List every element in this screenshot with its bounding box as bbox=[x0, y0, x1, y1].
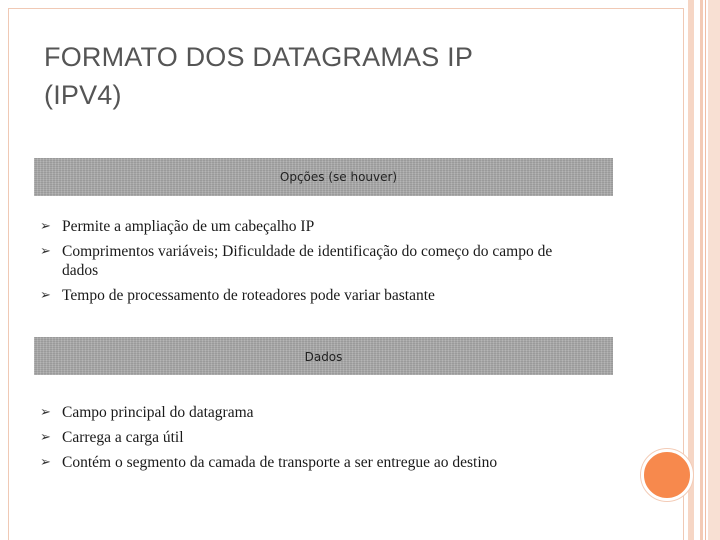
list-item bbox=[40, 453, 580, 472]
title-line-1: FORMATO DOS DATAGRAMAS IP bbox=[44, 42, 474, 72]
data-field-bar bbox=[34, 337, 613, 375]
data-bar-label: Dados bbox=[304, 350, 343, 364]
decorative-stripe bbox=[708, 0, 720, 540]
bullet-text: Carrega a carga útil bbox=[62, 429, 184, 446]
list-item bbox=[40, 403, 580, 422]
arrow-bullet-icon: ➢ bbox=[40, 430, 51, 445]
decorative-stripe bbox=[705, 0, 706, 540]
bullet-text: Tempo de processamento de roteadores pode variar bastante bbox=[62, 287, 435, 304]
arrow-bullet-icon: ➢ bbox=[40, 405, 51, 420]
decorative-stripe bbox=[700, 0, 703, 540]
arrow-bullet-icon: ➢ bbox=[40, 288, 51, 303]
title-line-2: (IPV4) bbox=[44, 80, 122, 110]
decorative-orange-circle bbox=[641, 449, 693, 501]
list-item bbox=[40, 286, 580, 305]
slide-title bbox=[44, 38, 604, 114]
bullet-text: Contém o segmento da camada de transporte a ser entregue ao destino bbox=[62, 454, 498, 471]
options-field-bar bbox=[34, 158, 613, 196]
bullet-text: Permite a ampliação de um cabeçalho IP bbox=[62, 218, 315, 235]
bullet-text: Comprimentos variáveis; Dificuldade de identificação do começo do campo de dados bbox=[62, 243, 553, 279]
arrow-bullet-icon: ➢ bbox=[40, 219, 51, 234]
bullet-text: Campo principal do datagrama bbox=[62, 404, 254, 421]
list-item bbox=[40, 428, 580, 447]
arrow-bullet-icon: ➢ bbox=[40, 244, 51, 259]
list-item bbox=[40, 242, 580, 280]
options-bar-label: Opções (se houver) bbox=[279, 170, 398, 184]
data-bullet-list bbox=[40, 403, 580, 478]
options-bullet-list bbox=[40, 217, 580, 311]
list-item bbox=[40, 217, 580, 236]
arrow-bullet-icon: ➢ bbox=[40, 455, 51, 470]
decorative-stripe bbox=[688, 0, 694, 540]
